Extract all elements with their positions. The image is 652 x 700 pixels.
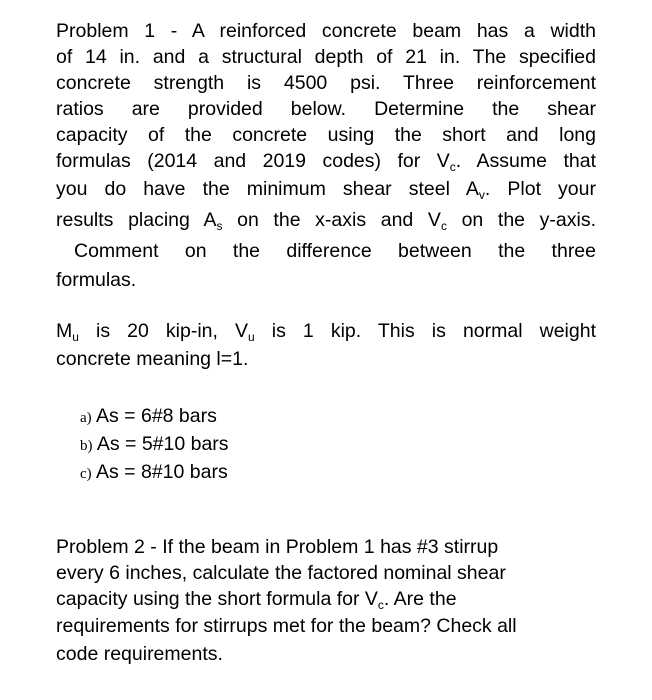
problem-2-line-1: Problem 2 - If the beam in Problem 1 has #3 stirrup bbox=[56, 536, 499, 558]
problem-2-line-2: every 6 inches, calculate the factored nominal shear bbox=[56, 562, 506, 584]
option-a bbox=[80, 403, 229, 431]
vu-subscript: u bbox=[248, 330, 255, 344]
reinforcement-options-list bbox=[80, 403, 229, 487]
problem-2-paragraph bbox=[56, 534, 596, 667]
problem-1-line-8-text: results placing A bbox=[56, 209, 217, 231]
as-subscript: s bbox=[216, 219, 223, 233]
option-c bbox=[80, 459, 229, 487]
problem-1-line-1: Problem 1 - A reinforced concrete beam has a width bbox=[56, 20, 596, 42]
problem-2-line-3-text: capacity using the short formula for V bbox=[56, 588, 378, 610]
vc-subscript-2: c bbox=[440, 219, 447, 233]
problem-1-line-8-end: on the y-axis. bbox=[446, 209, 597, 231]
problem-1-line-2: of 14 in. and a structural depth of 21 in. The specified bbox=[56, 46, 596, 68]
problem-1-line-4: ratios are provided below. Determine the shear bbox=[56, 98, 596, 120]
given-line-2: concrete meaning l=1. bbox=[56, 348, 249, 370]
option-b-marker: b) bbox=[80, 438, 93, 454]
problem-1-line-6 bbox=[56, 148, 596, 174]
problem-2-line-5: code requirements. bbox=[56, 643, 223, 665]
option-a-marker: a) bbox=[80, 410, 92, 426]
problem-1-line-3: concrete strength is 4500 psi. Three reinforcement bbox=[56, 72, 596, 94]
problem-1-line-6-text: formulas (2014 and 2019 codes) for V bbox=[56, 150, 450, 172]
problem-1-line-9: Comment on the difference between the three bbox=[74, 240, 596, 262]
given-line-1-end: is 1 kip. This is normal weight bbox=[254, 320, 596, 342]
option-a-text: As = 6#8 bars bbox=[96, 405, 217, 427]
problem-2-line-3 bbox=[56, 586, 596, 612]
given-line-1-mid: is 20 kip-in, V bbox=[78, 320, 249, 342]
problem-1-line-7-end: . Plot your bbox=[484, 178, 596, 200]
option-b-text: As = 5#10 bars bbox=[96, 433, 229, 455]
vc-subscript: c bbox=[449, 160, 456, 174]
problem-1-paragraph bbox=[56, 18, 596, 293]
option-c-marker: c) bbox=[80, 466, 92, 482]
mu-symbol: M bbox=[56, 320, 73, 342]
problem-1-line-6-end: . Assume that bbox=[455, 150, 596, 172]
problem-1-line-8-mid: on the x-axis and V bbox=[222, 209, 441, 231]
given-line-1 bbox=[56, 316, 596, 346]
problem-2-line-4: requirements for stirrups met for the beam? Check all bbox=[56, 615, 517, 637]
problem-1-line-7 bbox=[56, 174, 596, 205]
vc-subscript-3: c bbox=[377, 598, 384, 612]
option-c-text: As = 8#10 bars bbox=[96, 461, 228, 483]
option-b bbox=[80, 431, 229, 459]
problem-2-line-3-end: . Are the bbox=[383, 588, 457, 610]
problem-1-line-5: capacity of the concrete using the short and long bbox=[56, 124, 596, 146]
problem-1-line-10: formulas. bbox=[56, 269, 137, 291]
problem-1-line-7-text: you do have the minimum shear steel A bbox=[56, 178, 479, 200]
av-subscript: v bbox=[478, 188, 485, 202]
problem-1-line-8 bbox=[56, 205, 596, 236]
given-values-paragraph bbox=[56, 316, 596, 372]
mu-subscript: u bbox=[72, 330, 79, 344]
